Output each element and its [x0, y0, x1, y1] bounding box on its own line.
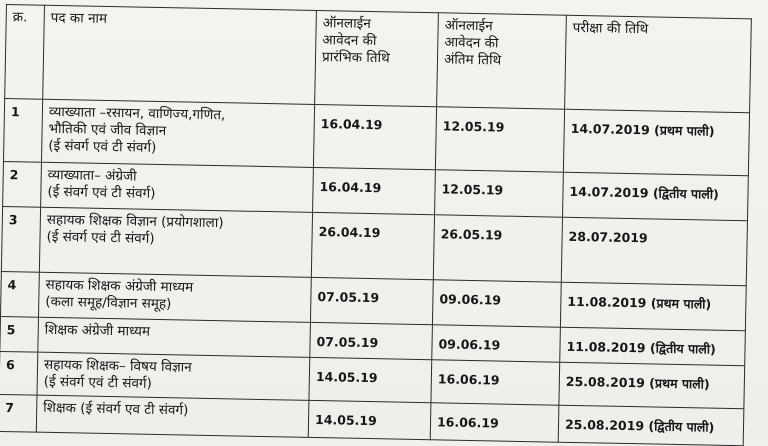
- row-post-name: व्याख्याता– अंग्रेजी (ई संवर्ग एवं टी संवर्ग): [41, 162, 314, 212]
- row-end-date: 12.05.19: [435, 170, 564, 217]
- header-start-date: ऑनलाईन आवेदन की प्रारंभिक तिथि: [315, 10, 439, 106]
- header-end-date: ऑनलाईन आवेदन की अंतिम तिथि: [437, 13, 567, 109]
- row-exam-date: 25.08.2019 (द्वितीय पाली): [558, 405, 744, 445]
- row-post-name: सहायक शिक्षक अंग्रेजी माध्यम (कला समूह/विज्ञान समूह): [38, 272, 311, 322]
- row-exam-date: 28.07.2019: [561, 217, 747, 286]
- row-post-name: सहायक शिक्षक विज्ञान (प्रयोगशाला) (ई संवर्ग एवं टी संवर्ग): [39, 207, 312, 277]
- row-post-name: सहायक शिक्षक– विषय विज्ञान (ई संवर्ग एवं टी संवर्ग): [37, 352, 310, 401]
- row-serial: 4: [1, 272, 40, 318]
- table-header-row: [5, 5, 752, 113]
- row-end-date: 16.06.19: [431, 359, 560, 405]
- row-exam-date: 14.07.2019 (प्रथम पाली): [563, 109, 749, 176]
- row-start-date: 14.05.19: [308, 401, 431, 440]
- row-end-date: 09.06.19: [432, 280, 561, 327]
- row-post-name: शिक्षक अंग्रेजी माध्यम: [38, 317, 311, 357]
- row-serial: 6: [0, 351, 38, 396]
- header-exam-date: परीक्षा की तिथि: [565, 15, 752, 113]
- row-end-date: 12.05.19: [435, 107, 564, 173]
- row-serial: 1: [3, 98, 42, 162]
- row-end-date: 16.06.19: [430, 403, 559, 442]
- header-serial: क्र.: [5, 5, 45, 100]
- row-post-name: व्याख्याता –रसायन, वाणिज्य,गणित, भौतिकी एवं जीव विज्ञान (ई संवर्ग एवं टी संवर्ग): [41, 99, 314, 167]
- row-serial: 7: [0, 395, 37, 432]
- row-exam-date: 14.07.2019 (द्वितीय पाली): [563, 172, 749, 220]
- row-exam-date: 25.08.2019 (प्रथम पाली): [559, 362, 745, 409]
- row-serial: 5: [0, 316, 38, 351]
- row-end-date: 09.06.19: [432, 325, 561, 362]
- row-start-date: 14.05.19: [309, 357, 432, 403]
- row-start-date: 07.05.19: [310, 322, 433, 359]
- row-exam-date: 11.08.2019 (प्रथम पाली): [560, 282, 746, 330]
- row-serial: 3: [1, 206, 40, 272]
- row-end-date: 26.05.19: [433, 215, 562, 283]
- header-post-name: पद का नाम: [43, 5, 317, 104]
- row-start-date: 16.04.19: [313, 104, 436, 169]
- exam-schedule-table: [0, 4, 752, 446]
- row-post-name: शिक्षक (ई संवर्ग एव टी संवर्ग): [36, 395, 309, 437]
- row-start-date: 07.05.19: [310, 278, 433, 325]
- row-serial: 2: [3, 162, 42, 208]
- row-start-date: 16.04.19: [313, 168, 436, 215]
- row-exam-date: 11.08.2019 (द्वितीय पाली): [560, 327, 746, 365]
- row-start-date: 26.04.19: [311, 212, 434, 280]
